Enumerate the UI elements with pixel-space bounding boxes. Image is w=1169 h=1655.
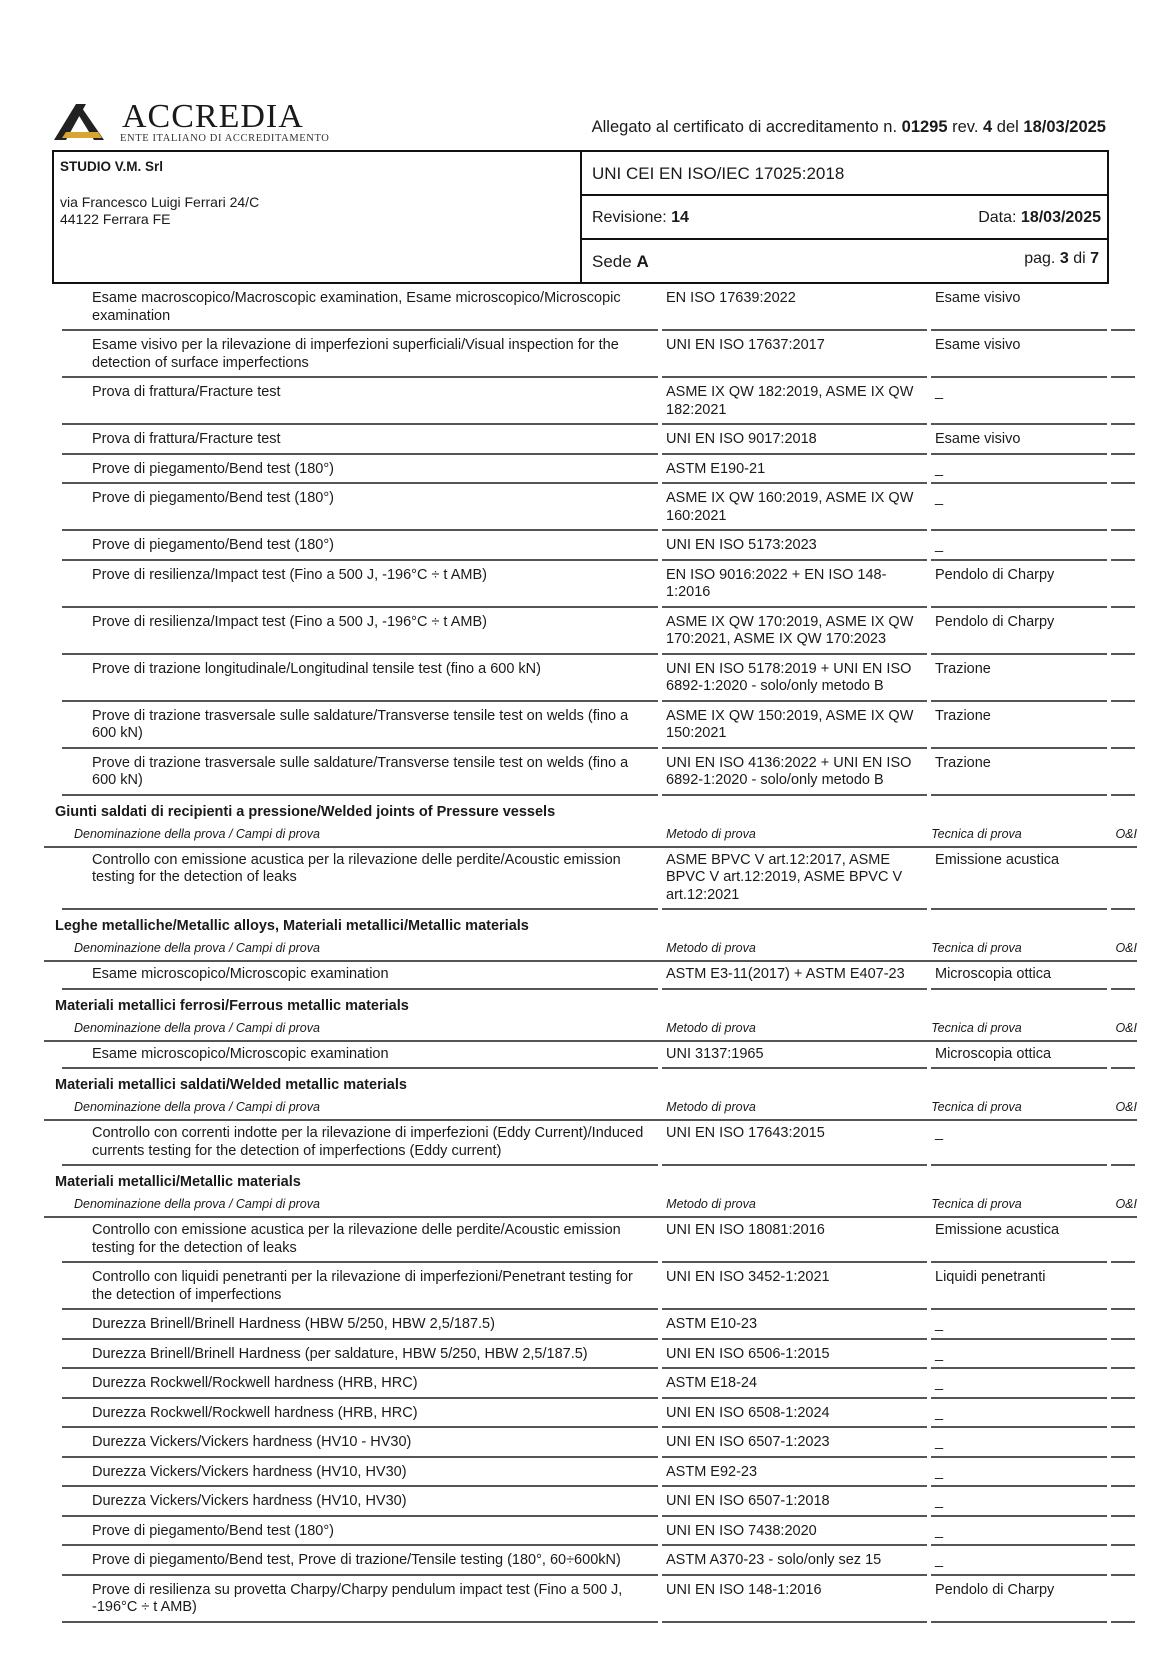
table-row [44,563,1137,610]
column-header-method: Metodo di prova [666,1020,756,1035]
test-technique: _ [931,384,1107,425]
test-method: ASTM E18-24 [662,1375,927,1399]
table-row [44,848,1137,913]
column-header-technique: Tecnica di prova [931,1020,1022,1035]
test-method: UNI EN ISO 5173:2023 [662,537,927,561]
section-title: Materiali metallici saldati/Welded metallic materials [55,1077,407,1093]
table-row [44,457,1137,487]
date-info: Data: 18/03/2025 [978,209,1101,226]
test-method: EN ISO 17639:2022 [662,290,927,331]
section-title: Materiali metallici ferrosi/Ferrous metallic materials [55,997,409,1014]
oi-cell [1111,1582,1135,1623]
table-row [44,1342,1137,1372]
test-name: Prove di resilienza su provetta Charpy/Charpy pendulum impact test (Fino a 500 J, -196°C ÷ t AMB) [62,1582,658,1623]
table-row [44,533,1137,563]
test-method: UNI EN ISO 6506-1:2015 [662,1346,927,1370]
test-technique: _ [931,1375,1107,1399]
test-name: Esame microscopico/Microscopic examination [62,966,658,990]
test-method: ASTM E3-11(2017) + ASTM E407-23 [662,966,927,990]
test-method: UNI EN ISO 3452-1:2021 [662,1269,927,1310]
oi-cell [1111,614,1135,655]
test-method: UNI 3137:1965 [662,1046,927,1070]
oi-cell [1111,337,1135,378]
company-address: via Francesco Luigi Ferrari 24/C 44122 Ferrara FE [60,194,260,227]
test-name: Prove di piegamento/Bend test (180°) [62,537,658,561]
oi-cell [1111,1125,1135,1166]
column-header-technique: Tecnica di prova [931,1197,1022,1211]
column-header-test: Denominazione della prova / Campi di prova [74,1197,320,1211]
test-name: Durezza Vickers/Vickers hardness (HV10, HV30) [62,1464,658,1488]
page-number: pag. 3 di 7 [1024,250,1099,267]
test-technique: Esame visivo [931,431,1107,455]
test-name: Prove di piegamento/Bend test (180°) [62,490,658,531]
test-name: Controllo con emissione acustica per la rilevazione delle perdite/Acoustic emission testing for the detection of leaks [62,852,658,911]
oi-cell [1111,1316,1135,1340]
test-name: Durezza Brinell/Brinell Hardness (per saldature, HBW 5/250, HBW 2,5/187.5) [62,1346,658,1370]
table-row [44,1218,1137,1265]
table-row [44,1042,1137,1072]
table-row [44,286,1137,333]
accreditation-table [44,286,1137,1625]
oi-cell [1111,1222,1135,1263]
test-name: Durezza Vickers/Vickers hardness (HV10 - HV30) [62,1434,658,1458]
section-title: Giunti saldati di recipienti a pressione/Welded joints of Pressure vessels [55,803,556,820]
test-method: ASTM A370-23 - solo/only sez 15 [662,1552,927,1576]
test-name: Prova di frattura/Fracture test [62,384,658,425]
test-technique: Pendolo di Charpy [931,1582,1107,1623]
test-method: UNI EN ISO 148-1:2016 [662,1582,927,1623]
oi-cell [1111,661,1135,702]
test-technique: Liquidi penetranti [931,1269,1107,1310]
test-method: ASME BPVC V art.12:2017, ASME BPVC V art.12:2019, ASME BPVC V art.12:2021 [662,852,927,911]
column-header-method: Metodo di prova [666,1100,756,1114]
column-header-method: Metodo di prova [666,941,756,955]
test-method: UNI EN ISO 4136:2022 + UNI EN ISO 6892-1:2020 - solo/only metodo B [662,755,927,796]
test-technique: _ [931,461,1107,485]
test-technique: _ [931,1346,1107,1370]
company-name: STUDIO V.M. Srl [60,159,164,174]
test-technique: _ [931,1523,1107,1547]
table-row [44,610,1137,657]
test-name: Prove di trazione trasversale sulle saldature/Transverse tensile test on welds (fino a 600 kN) [62,755,658,796]
test-name: Prove di trazione trasversale sulle saldature/Transverse tensile test on welds (fino a 600 kN) [62,708,658,749]
test-method: ASME IX QW 150:2019, ASME IX QW 150:2021 [662,708,927,749]
accredia-logo [52,98,342,148]
revision-info: Revisione: 14 [592,209,689,226]
table-row [44,1578,1137,1625]
test-name: Durezza Rockwell/Rockwell hardness (HRB, HRC) [62,1375,658,1399]
column-header-row [44,1096,1137,1121]
table-row [44,962,1137,992]
test-technique: Trazione [931,708,1107,749]
test-method: ASME IX QW 160:2019, ASME IX QW 160:2021 [662,490,927,531]
table-row [44,1460,1137,1490]
column-header-technique: Tecnica di prova [931,941,1022,955]
table-row [44,1371,1137,1401]
table-row [44,1548,1137,1578]
test-name: Prove di trazione longitudinale/Longitudinal tensile test (fino a 600 kN) [62,661,658,702]
header-box [52,150,1109,284]
standard-reference: UNI CEI EN ISO/IEC 17025:2018 [592,164,845,183]
oi-cell [1111,461,1135,485]
test-technique: Pendolo di Charpy [931,567,1107,608]
table-row [44,1430,1137,1460]
column-header-technique: Tecnica di prova [931,1100,1022,1114]
test-technique: _ [931,1405,1107,1429]
column-header-row [44,1193,1137,1218]
test-technique: _ [931,1493,1107,1517]
column-header-oi: O&I [1115,941,1137,955]
test-name: Prove di piegamento/Bend test (180°) [62,461,658,485]
table-row [44,1312,1137,1342]
table-row [44,704,1137,751]
test-technique: Esame visivo [931,290,1107,331]
oi-cell [1111,966,1135,990]
table-row [44,1401,1137,1431]
column-header-test: Denominazione della prova / Campi di prova [74,1100,320,1114]
test-technique: _ [931,537,1107,561]
test-method: ASME IX QW 182:2019, ASME IX QW 182:2021 [662,384,927,425]
test-name: Prova di frattura/Fracture test [62,431,658,455]
test-name: Controllo con liquidi penetranti per la rilevazione di imperfezioni/Penetrant testing for the detection of imperfections [62,1269,658,1310]
test-method: UNI EN ISO 5178:2019 + UNI EN ISO 6892-1:2020 - solo/only metodo B [662,661,927,702]
section-title: Leghe metalliche/Metallic alloys, Materiali metallici/Metallic materials [55,918,529,934]
column-header-oi: O&I [1115,1020,1137,1035]
test-name: Durezza Rockwell/Rockwell hardness (HRB, HRC) [62,1405,658,1429]
test-method: UNI EN ISO 18081:2016 [662,1222,927,1263]
test-name: Esame visivo per la rilevazione di imperfezioni superficiali/Visual inspection for the detection of surface imperfections [62,337,658,378]
accredia-triangle-icon [52,102,108,142]
test-technique: _ [931,490,1107,531]
column-header-test: Denominazione della prova / Campi di prova [74,1020,320,1035]
table-row [44,1121,1137,1168]
test-method: UNI EN ISO 6507-1:2023 [662,1434,927,1458]
oi-cell [1111,1464,1135,1488]
company-info [54,152,582,282]
annex-date: 18/03/2025 [1023,118,1106,136]
test-technique: _ [931,1434,1107,1458]
table-row [44,380,1137,427]
oi-cell [1111,537,1135,561]
column-header-method: Metodo di prova [666,1197,756,1211]
oi-cell [1111,1046,1135,1070]
column-header-oi: O&I [1115,826,1137,841]
logo-name: ACCREDIA [122,98,304,135]
test-technique: _ [931,1125,1107,1166]
oi-cell [1111,1346,1135,1370]
table-row [44,751,1137,798]
table-row [44,1265,1137,1312]
oi-cell [1111,567,1135,608]
test-name: Controllo con emissione acustica per la rilevazione delle perdite/Acoustic emission testing for the detection of leaks [62,1222,658,1263]
test-technique: Microscopia ottica [931,966,1107,990]
test-technique: Emissione acustica [931,1222,1107,1263]
oi-cell [1111,490,1135,531]
annex-reference: Allegato al certificato di accreditamento n. 01295 rev. 4 del 18/03/2025 [591,118,1106,136]
test-method: UNI EN ISO 7438:2020 [662,1523,927,1547]
test-name: Controllo con correnti indotte per la rilevazione di imperfezioni (Eddy Current)/Induced currents testing for the detection of imperfections (Eddy current) [62,1125,658,1166]
test-name: Prove di piegamento/Bend test, Prove di trazione/Tensile testing (180°, 60÷600kN) [62,1552,658,1576]
test-name: Durezza Vickers/Vickers hardness (HV10, HV30) [62,1493,658,1517]
oi-cell [1111,290,1135,331]
table-row [44,333,1137,380]
column-header-row [44,937,1137,962]
oi-cell [1111,1269,1135,1310]
test-method: ASTM E92-23 [662,1464,927,1488]
test-method: ASTM E10-23 [662,1316,927,1340]
oi-cell [1111,852,1135,911]
test-method: UNI EN ISO 17643:2015 [662,1125,927,1166]
column-header-row [44,823,1137,848]
table-row [44,486,1137,533]
oi-cell [1111,1405,1135,1429]
test-technique: Esame visivo [931,337,1107,378]
test-name: Esame macroscopico/Macroscopic examination, Esame microscopico/Microscopic examination [62,290,658,331]
oi-cell [1111,384,1135,425]
test-name: Prove di resilienza/Impact test (Fino a 500 J, -196°C ÷ t AMB) [62,567,658,608]
column-header-test: Denominazione della prova / Campi di prova [74,941,320,955]
test-technique: Trazione [931,661,1107,702]
test-name: Esame microscopico/Microscopic examination [62,1046,658,1070]
test-technique: Emissione acustica [931,852,1107,911]
oi-cell [1111,1552,1135,1576]
certificate-number: 01295 [901,118,948,136]
column-header-test: Denominazione della prova / Campi di prova [74,826,320,841]
test-technique: _ [931,1552,1107,1576]
column-header-oi: O&I [1115,1100,1137,1114]
column-header-row [44,1017,1137,1042]
test-technique: Pendolo di Charpy [931,614,1107,655]
column-header-method: Metodo di prova [666,826,756,841]
test-method: ASME IX QW 170:2019, ASME IX QW 170:2021, ASME IX QW 170:2023 [662,614,927,655]
table-row [44,1519,1137,1549]
test-method: UNI EN ISO 17637:2017 [662,337,927,378]
oi-cell [1111,1493,1135,1517]
test-name: Prove di piegamento/Bend test (180°) [62,1523,658,1547]
test-name: Prove di resilienza/Impact test (Fino a 500 J, -196°C ÷ t AMB) [62,614,658,655]
test-method: UNI EN ISO 6507-1:2018 [662,1493,927,1517]
column-header-technique: Tecnica di prova [931,826,1022,841]
test-method: ASTM E190-21 [662,461,927,485]
test-name: Durezza Brinell/Brinell Hardness (HBW 5/250, HBW 2,5/187.5) [62,1316,658,1340]
annex-revision: 4 [983,118,993,136]
table-row [44,657,1137,704]
test-technique: _ [931,1316,1107,1340]
column-header-oi: O&I [1115,1197,1137,1211]
logo-subtitle: ENTE ITALIANO DI ACCREDITAMENTO [120,133,330,144]
oi-cell [1111,431,1135,455]
oi-cell [1111,1434,1135,1458]
oi-cell [1111,755,1135,796]
test-technique: Trazione [931,755,1107,796]
table-row [44,1489,1137,1519]
oi-cell [1111,708,1135,749]
section-title: Materiali metallici/Metallic materials [55,1174,301,1190]
test-method: EN ISO 9016:2022 + EN ISO 148-1:2016 [662,567,927,608]
test-method: UNI EN ISO 6508-1:2024 [662,1405,927,1429]
site-info: Sede A [592,252,649,271]
oi-cell [1111,1523,1135,1547]
table-row [44,427,1137,457]
test-technique: Microscopia ottica [931,1046,1107,1070]
test-technique: _ [931,1464,1107,1488]
oi-cell [1111,1375,1135,1399]
test-method: UNI EN ISO 9017:2018 [662,431,927,455]
